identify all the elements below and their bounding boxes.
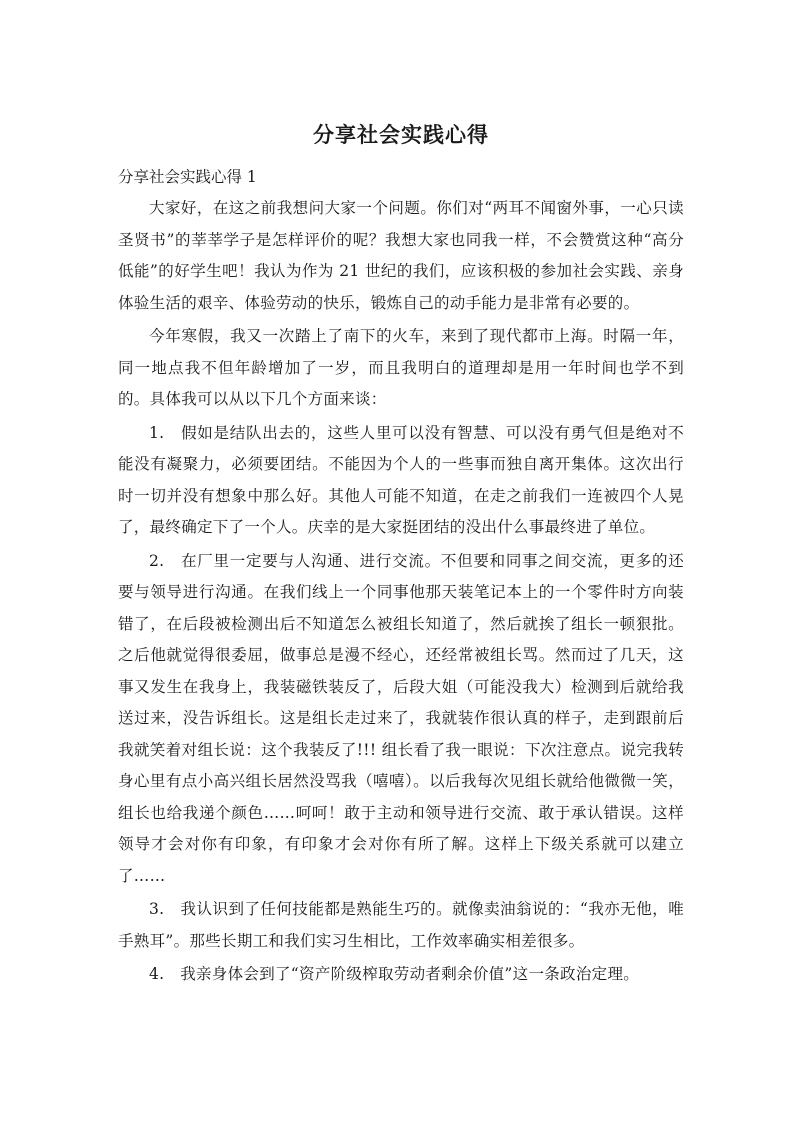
document-page: [118, 118, 684, 993]
paragraph-intro: 大家好，在这之前我想问大家一个问题。你们对“两耳不闻窗外事，一心只读圣贤书”的莘莘学子是怎样评价的呢？我想大家也同我一样，不会赞赏这种“高分低能”的好学生吧！我认为作为 21 世纪的我们，应该积极的参加社会实践、亲身体验生活的艰辛、体验劳动的快乐，锻炼自己的动手能力是非常有必要的。: [118, 199, 684, 312]
paragraph-point-3: 3. 我认识到了任何技能都是熟能生巧的。就像卖油翁说的：“我亦无他，唯手熟耳”。那些长期工和我们实习生相比，工作效率确实相差很多。: [118, 900, 684, 950]
paragraph-point-1: 1. 假如是结队出去的，这些人里可以没有智慧、可以没有勇气但是绝对不能没有凝聚力，必须要团结。不能因为个人的一些事而独自离开集体。这次出行时一切并没有想象中那么好。其他人可能不知道，在走之前我们一连被四个人晃了，最终确定下了一个人。庆幸的是大家挺团结的没出什么事最终进了单位。: [118, 423, 684, 536]
paragraph-winter-trip: 今年寒假，我又一次踏上了南下的火车，来到了现代都市上海。时隔一年，同一地点我不但年龄增加了一岁，而且我明白的道理却是用一年时间也学不到的。具体我可以从以下几个方面来谈：: [118, 327, 684, 408]
section-heading: 分享社会实践心得 1: [118, 168, 257, 186]
paragraph-point-4: 4. 我亲身体会到了“资产阶级榨取劳动者剩余价值”这一条政治定理。: [149, 965, 640, 983]
document-title: 分享社会实践心得: [313, 123, 489, 147]
paragraph-point-2: 2. 在厂里一定要与人沟通、进行交流。不但要和同事之间交流，更多的还要与领导进行沟通。在我们线上一个同事他那天装笔记本上的一个零件时方向装错了，在后段被检测出后不知道怎么被组长知道了，然后就挨了组长一顿狠批。之后他就觉得很委屈，做事总是漫不经心，还经常被组长骂。然而过了几天，这事又发生在我身上，我装磁铁装反了，后段大姐（可能没我大）检测到后就给我送过来，没告诉组长。这是组长走过来了，我就装作很认真的样子，走到跟前后我就笑着对组长说：这个我装反了!!! 组长看了我一眼说：下次注意点。说完我转身心里有点小高兴组长居然没骂我（嘻嘻）。以后我每次见组长就给他微微一笑，组长也给我递个颜色……呵呵！敢于主动和领导进行交流、敢于承认错误。这样领导才会对你有印象，有印象才会对你有所了解。这样上下级关系就可以建立了……: [118, 551, 684, 885]
